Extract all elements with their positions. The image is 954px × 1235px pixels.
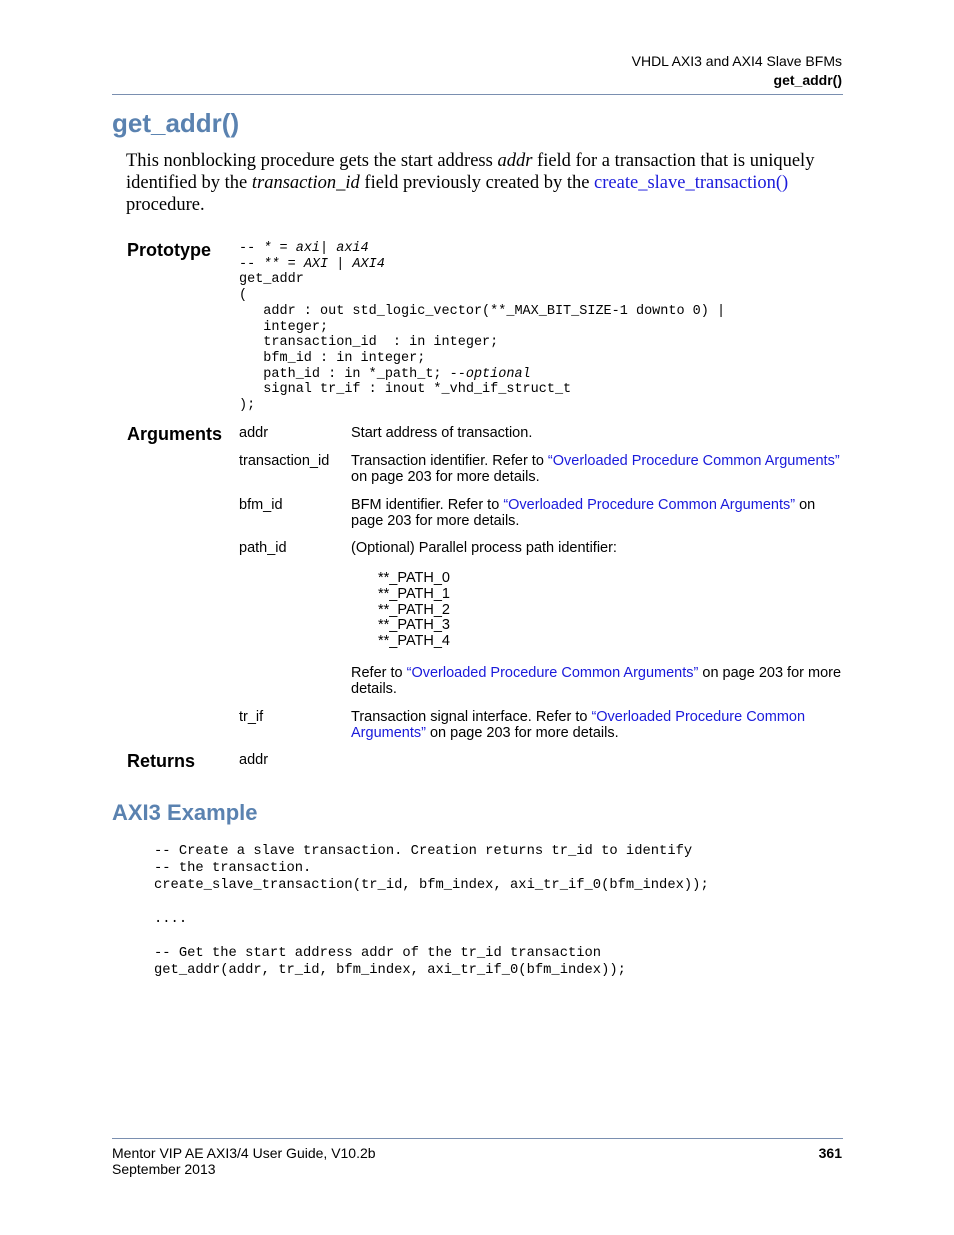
code-line [154,928,709,945]
footer-date: September 2013 [112,1161,216,1177]
prototype-line [239,241,725,257]
running-header-subtitle: get_addr() [773,72,842,88]
intro-paragraph [126,150,836,216]
code-line: create_slave_transaction(tr_id, bfm_index, axi_tr_if_0(bfm_index)); [154,878,709,893]
arg-desc-text: Refer to [351,665,407,681]
intro-text: field for a transaction that is uniquely identified by the [126,151,815,193]
overloaded-args-link[interactable]: “Overloaded Procedure Common Arguments” [351,709,806,741]
intro-text: field previously created by the [359,173,595,193]
running-header-title: VHDL AXI3 and AXI4 Slave BFMs [631,53,842,69]
footer [112,1145,376,1177]
arg-desc-transaction-id [351,453,843,485]
example-title: AXI3 Example [112,800,258,825]
returns-value: addr [239,752,269,768]
overloaded-args-link[interactable]: “Overloaded Procedure Common Arguments” [406,665,699,681]
arg-desc-addr: Start address of transaction. [351,425,533,441]
prototype-code [239,241,725,414]
overloaded-args-link[interactable]: “Overloaded Procedure Common Arguments” [547,453,840,469]
prototype-line [239,398,725,414]
path-value: **_PATH_4 [378,633,450,650]
prototype-line [239,272,725,288]
prototype-text: get_addr [239,272,304,288]
prototype-text: -- [239,256,264,272]
intro-emphasis-transaction-id: transaction_id [251,173,360,193]
code-line: -- Get the start address addr of the tr_id transaction [154,946,602,961]
code-line: .... [154,912,188,927]
example-code [154,843,709,979]
path-value: **_PATH_3 [378,617,450,634]
prototype-line [239,335,725,351]
path-value: **_PATH_2 [378,601,450,618]
arg-desc-path-id: (Optional) Parallel process path identifier: [351,540,617,556]
prototype-line [239,320,725,336]
returns-label: Returns [127,751,196,771]
prototype-text: bfm_id : in integer; [239,350,426,366]
prototype-line [239,257,725,273]
prototype-text: -- [239,241,264,256]
prototype-italic-text: optional [465,366,531,382]
arg-name-path-id: path_id [239,540,287,556]
prototype-line [239,351,725,367]
arg-name-bfm-id: bfm_id [239,497,283,513]
footer-rule [112,1138,843,1139]
prototype-line [239,304,725,320]
code-line: -- Create a slave transaction. Creation returns tr_id to identify [154,844,693,859]
arg-desc-text: BFM identifier. Refer to [351,497,504,513]
prototype-line [239,288,725,304]
prototype-text: transaction_id : in integer; [239,335,499,351]
arg-name-transaction-id: transaction_id [239,453,330,469]
arg-desc-text: Transaction signal interface. Refer to [351,709,592,725]
running-header [632,52,842,90]
prototype-text: ( [239,288,248,304]
footer-doc-title: Mentor VIP AE AXI3/4 User Guide, V10.2b [112,1145,376,1161]
arg-desc-text: Transaction identifier. Refer to [351,453,548,469]
overloaded-args-link[interactable]: “Overloaded Procedure Common Arguments” [503,497,796,513]
prototype-text: ); [239,398,256,414]
prototype-line [239,382,725,398]
prototype-line [239,367,725,383]
prototype-italic-text: ** = AXI | AXI4 [263,256,385,272]
create-slave-transaction-link[interactable]: create_slave_transaction() [594,173,789,193]
intro-text: procedure. [126,195,205,215]
header-rule [112,94,843,95]
arguments-label: Arguments [127,424,223,444]
arg-name-addr: addr [239,425,269,441]
intro-emphasis-addr: addr [497,151,533,171]
intro-text: This nonblocking procedure gets the start address [126,151,498,171]
prototype-text: addr : out std_logic_vector(**_MAX_BIT_SIZE-1 downto 0) | [239,303,726,319]
code-line: -- the transaction. [154,861,312,876]
prototype-text: path_id : in *_path_t; -- [239,366,466,382]
prototype-text: signal tr_if : inout *_vhd_if_struct_t [239,382,572,398]
prototype-italic-text: * = axi| axi4 [263,241,369,256]
prototype-text: integer; [239,319,329,335]
arg-desc-path-id-refer [351,665,843,697]
path-value: **_PATH_1 [378,585,450,602]
arg-desc-bfm-id [351,497,843,529]
arg-desc-text: on page 203 for more details. [425,725,619,741]
path-id-values [378,571,450,650]
code-line [154,894,709,911]
path-value: **_PATH_0 [378,570,450,586]
arg-desc-text: on page 203 for more details. [351,665,842,697]
prototype-label: Prototype [127,240,212,260]
section-title: get_addr() [112,108,240,138]
arg-desc-text: on page 203 for more details. [351,469,540,485]
arg-desc-tr-if [351,709,843,741]
page-number: 361 [818,1145,842,1161]
arg-name-tr-if: tr_if [239,709,264,725]
code-line: get_addr(addr, tr_id, bfm_index, axi_tr_if_0(bfm_index)); [154,963,626,978]
arg-desc-text: on page 203 for more details. [351,497,816,529]
